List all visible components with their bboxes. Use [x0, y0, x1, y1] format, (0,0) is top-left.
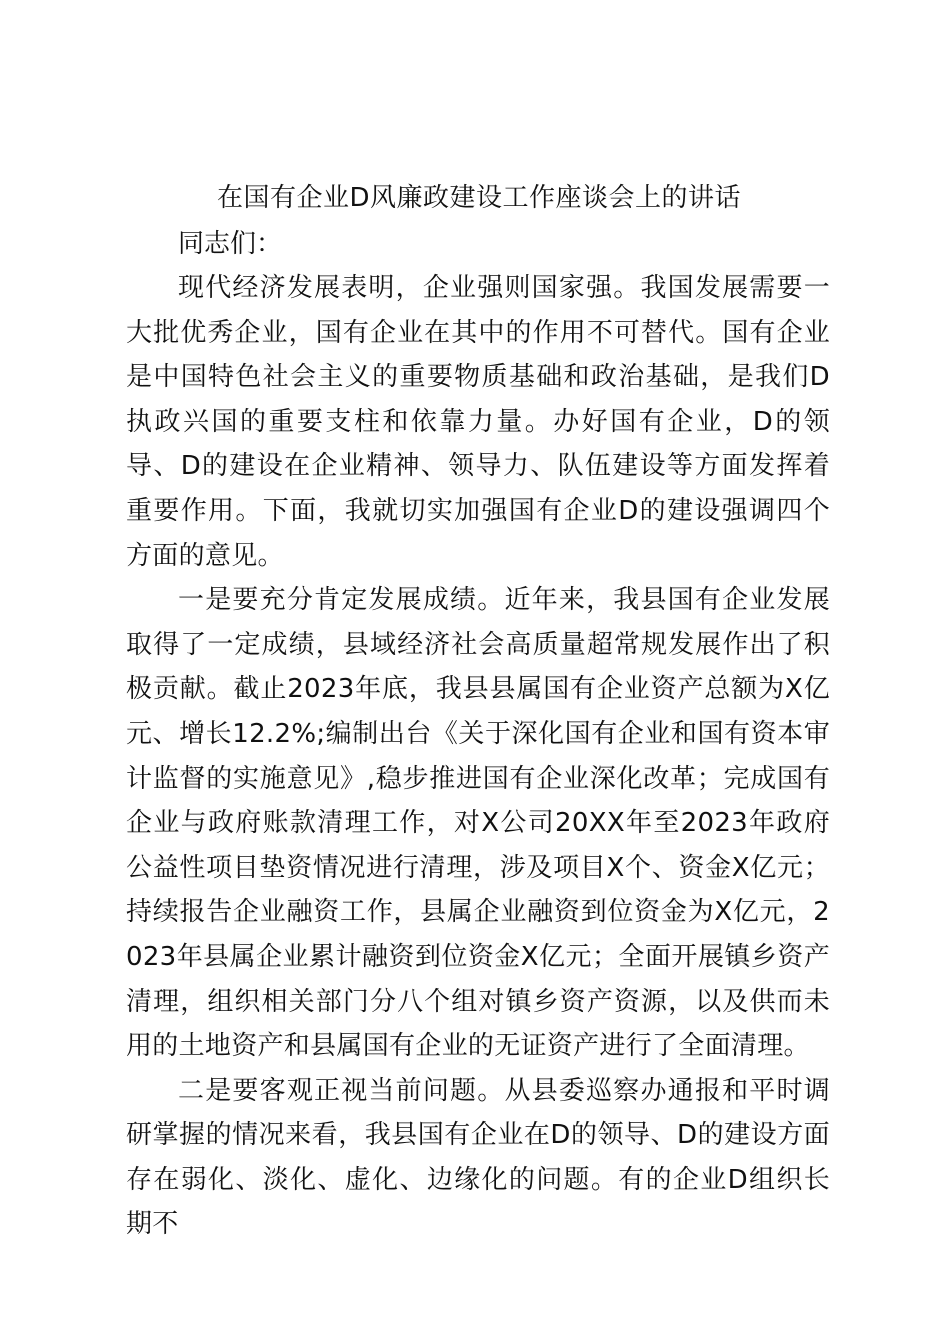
paragraph-intro: 现代经济发展表明，企业强则国家强。我国发展需要一大批优秀企业，国有企业在其中的作用不可替代。国有企业是中国特色社会主义的重要物质基础和政治基础，是我们D执政兴国的重要支柱和依靠力量。办好国有企业，D的领导、D的建设在企业精神、领导力、队伍建设等方面发挥着重要作用。下面，我就切实加强国有企业D的建设强调四个方面的意见。	[126, 273, 830, 571]
paragraph-problems: 二是要客观正视当前问题。从县委巡察办通报和平时调研掌握的情况来看，我县国有企业在D的领导、D的建设方面存在弱化、淡化、虚化、边缘化的问题。有的企业D组织长期不	[126, 1075, 830, 1240]
salutation: 同志们：	[178, 229, 283, 259]
document-title: 在国有企业D风廉政建设工作座谈会上的讲话	[216, 183, 742, 213]
document-body	[126, 266, 830, 1247]
paragraph-achievements: 一是要充分肯定发展成绩。近年来，我县国有企业发展取得了一定成绩，县域经济社会高质量超常规发展作出了积极贡献。截止2023年底，我县县属国有企业资产总额为X亿元、增长12.2%;编制出台《关于深化国有企业和国有资本审计监督的实施意见》,稳步推进国有企业深化改革；完成国有企业与政府账款清理工作，对X公司20XX年至2023年政府公益性项目垫资情况进行清理，涉及项目X个、资金X亿元；持续报告企业融资工作，县属企业融资到位资金为X亿元，2023年县属企业累计融资到位资金X亿元；全面开展镇乡资产清理，组织相关部门分八个组对镇乡资产资源，以及供而未用的土地资产和县属国有企业的无证资产进行了全面清理。	[126, 585, 830, 1062]
